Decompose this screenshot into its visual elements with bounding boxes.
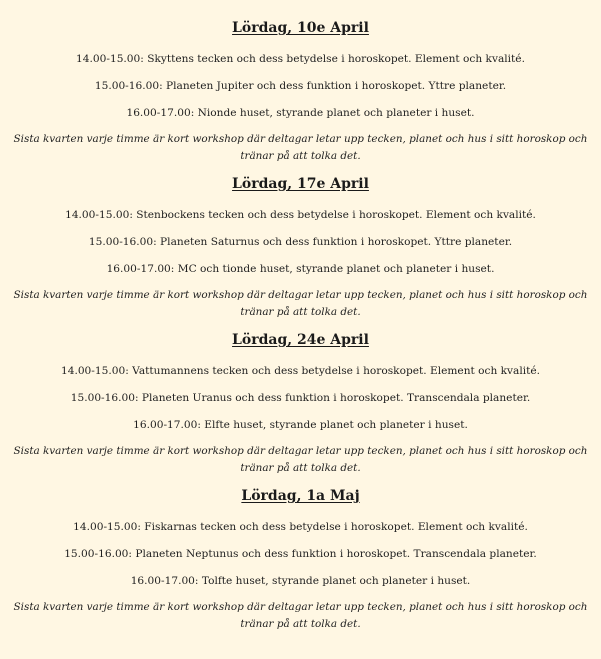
day-heading: Lördag, 10e April bbox=[232, 20, 369, 36]
session-line: 16.00-17.00: Tolfte huset, styrande planet och planeter i huset. bbox=[130, 575, 471, 587]
workshop-note: Sista kvarten varje timme är kort workshop där deltagar letar upp tecken, planet och hus i sitt horoskop och tränar på att tolka det. bbox=[13, 445, 588, 474]
day-section bbox=[0, 487, 601, 633]
session-line: 16.00-17.00: MC och tionde huset, styrande planet och planeter i huset. bbox=[106, 263, 495, 275]
session-line: 14.00-15.00: Fiskarnas tecken och dess betydelse i horoskopet. Element och kvalité. bbox=[73, 521, 528, 533]
session-line: 15.00-16.00: Planeten Neptunus och dess funktion i horoskopet. Transcendala planeter. bbox=[64, 548, 537, 560]
session-line: 16.00-17.00: Nionde huset, styrande planet och planeter i huset. bbox=[126, 107, 475, 119]
session-line: 14.00-15.00: Skyttens tecken och dess betydelse i horoskopet. Element och kvalité. bbox=[76, 53, 525, 65]
session-line: 15.00-16.00: Planeten Jupiter och dess funktion i horoskopet. Yttre planeter. bbox=[94, 80, 507, 92]
workshop-note: Sista kvarten varje timme är kort workshop där deltagar letar upp tecken, planet och hus i sitt horoskop och tränar på att tolka det. bbox=[13, 289, 588, 318]
day-section bbox=[0, 175, 601, 321]
session-line: 16.00-17.00: Elfte huset, styrande planet och planeter i huset. bbox=[133, 419, 468, 431]
workshop-note: Sista kvarten varje timme är kort workshop där deltagar letar upp tecken, planet och hus i sitt horoskop och tränar på att tolka det. bbox=[13, 133, 588, 162]
session-line: 14.00-15.00: Stenbockens tecken och dess betydelse i horoskopet. Element och kvalité. bbox=[65, 209, 536, 221]
session-line: 14.00-15.00: Vattumannens tecken och dess betydelse i horoskopet. Element och kvalité. bbox=[60, 365, 541, 377]
day-heading: Lördag, 1a Maj bbox=[241, 488, 360, 504]
day-heading: Lördag, 24e April bbox=[232, 332, 369, 348]
session-line: 15.00-16.00: Planeten Saturnus och dess funktion i horoskopet. Yttre planeter. bbox=[88, 236, 513, 248]
day-section bbox=[0, 331, 601, 477]
day-heading: Lördag, 17e April bbox=[232, 176, 369, 192]
session-line: 15.00-16.00: Planeten Uranus och dess funktion i horoskopet. Transcendala planeter. bbox=[70, 392, 531, 404]
day-section bbox=[0, 19, 601, 165]
workshop-note: Sista kvarten varje timme är kort workshop där deltagar letar upp tecken, planet och hus i sitt horoskop och tränar på att tolka det. bbox=[13, 601, 588, 630]
